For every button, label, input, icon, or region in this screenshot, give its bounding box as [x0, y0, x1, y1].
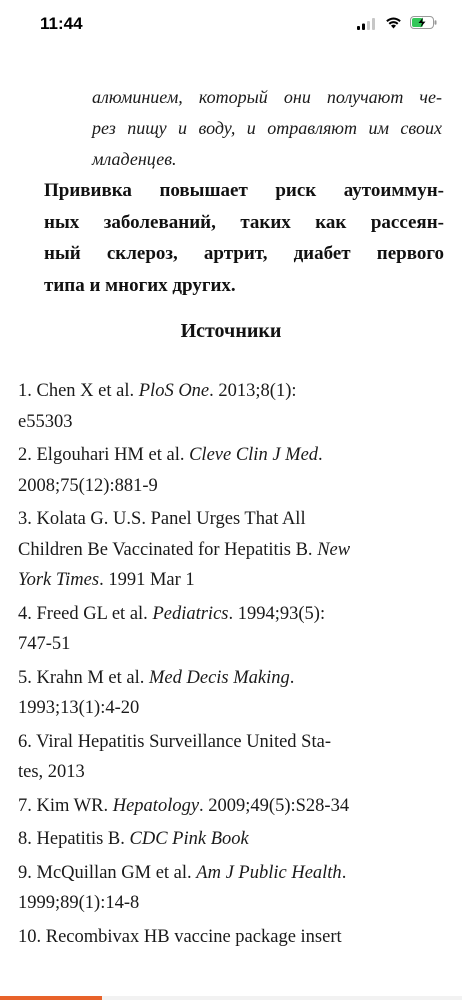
- reference-item-cont: tes, 2013: [18, 762, 85, 782]
- reference-item: 4. Freed GL et al. Pediatrics. 1994;93(5):: [18, 603, 326, 624]
- reference-item-cont: 1999;89(1):14-8: [18, 893, 140, 913]
- quote-line: алюминием, который они получают че-: [92, 87, 442, 107]
- reference-item: 2. Elgouhari HM et al. Cleve Clin J Med.: [18, 445, 323, 465]
- reference-item-cont: 1993;13(1):4-20: [18, 698, 140, 718]
- reference-item: 10. Recombivax HB vaccine package insert: [18, 926, 342, 947]
- status-bar: [0, 0, 462, 48]
- reference-item-cont: 2008;75(12):881-9: [18, 475, 158, 496]
- reference-item: 7. Kim WR. Hepatology. 2009;49(5):S28-34: [18, 795, 350, 816]
- quote-line: рез пищу и воду, и отравляют им своих: [92, 118, 442, 138]
- bold-line: Прививка повышает риск аутоиммун-: [44, 180, 444, 201]
- reference-item-cont: 747-51: [18, 634, 71, 654]
- bold-line: типа и многих других.: [44, 274, 236, 296]
- reference-item: 8. Hepatitis B. CDC Pink Book: [18, 829, 249, 849]
- references-list: [18, 376, 440, 952]
- quote-line: младенцев.: [92, 149, 177, 169]
- battery-charging-icon: [410, 16, 437, 29]
- bold-paragraph: [44, 175, 444, 301]
- reference-item: 1. Chen X et al. PloS One. 2013;8(1):: [18, 381, 297, 401]
- reference-item-cont: York Times. 1991 Mar 1: [18, 570, 195, 590]
- reference-item: 3. Kolata G. U.S. Panel Urges That All: [18, 509, 306, 529]
- wifi-icon: [385, 16, 402, 29]
- reference-item: 9. McQuillan GM et al. Am J Public Health.: [18, 862, 347, 883]
- reference-item: 5. Krahn M et al. Med Decis Making.: [18, 667, 295, 688]
- reading-progress-fill: [0, 996, 102, 1000]
- bold-line: ных заболеваний, таких как рассеян-: [44, 211, 444, 233]
- reading-progress-bar: [0, 996, 462, 1000]
- sources-heading: Источники: [180, 320, 282, 342]
- italic-quote: [92, 82, 442, 175]
- reference-item: 6. Viral Hepatitis Surveillance United Sta-: [18, 731, 331, 752]
- status-time: 11:44: [40, 14, 83, 33]
- reference-item-cont: Children Be Vaccinated for Hepatitis B. New: [18, 539, 351, 560]
- bold-line: ный склероз, артрит, диабет первого: [44, 243, 444, 264]
- reference-item-cont: e55303: [18, 411, 73, 432]
- cellular-signal-icon: [357, 18, 375, 30]
